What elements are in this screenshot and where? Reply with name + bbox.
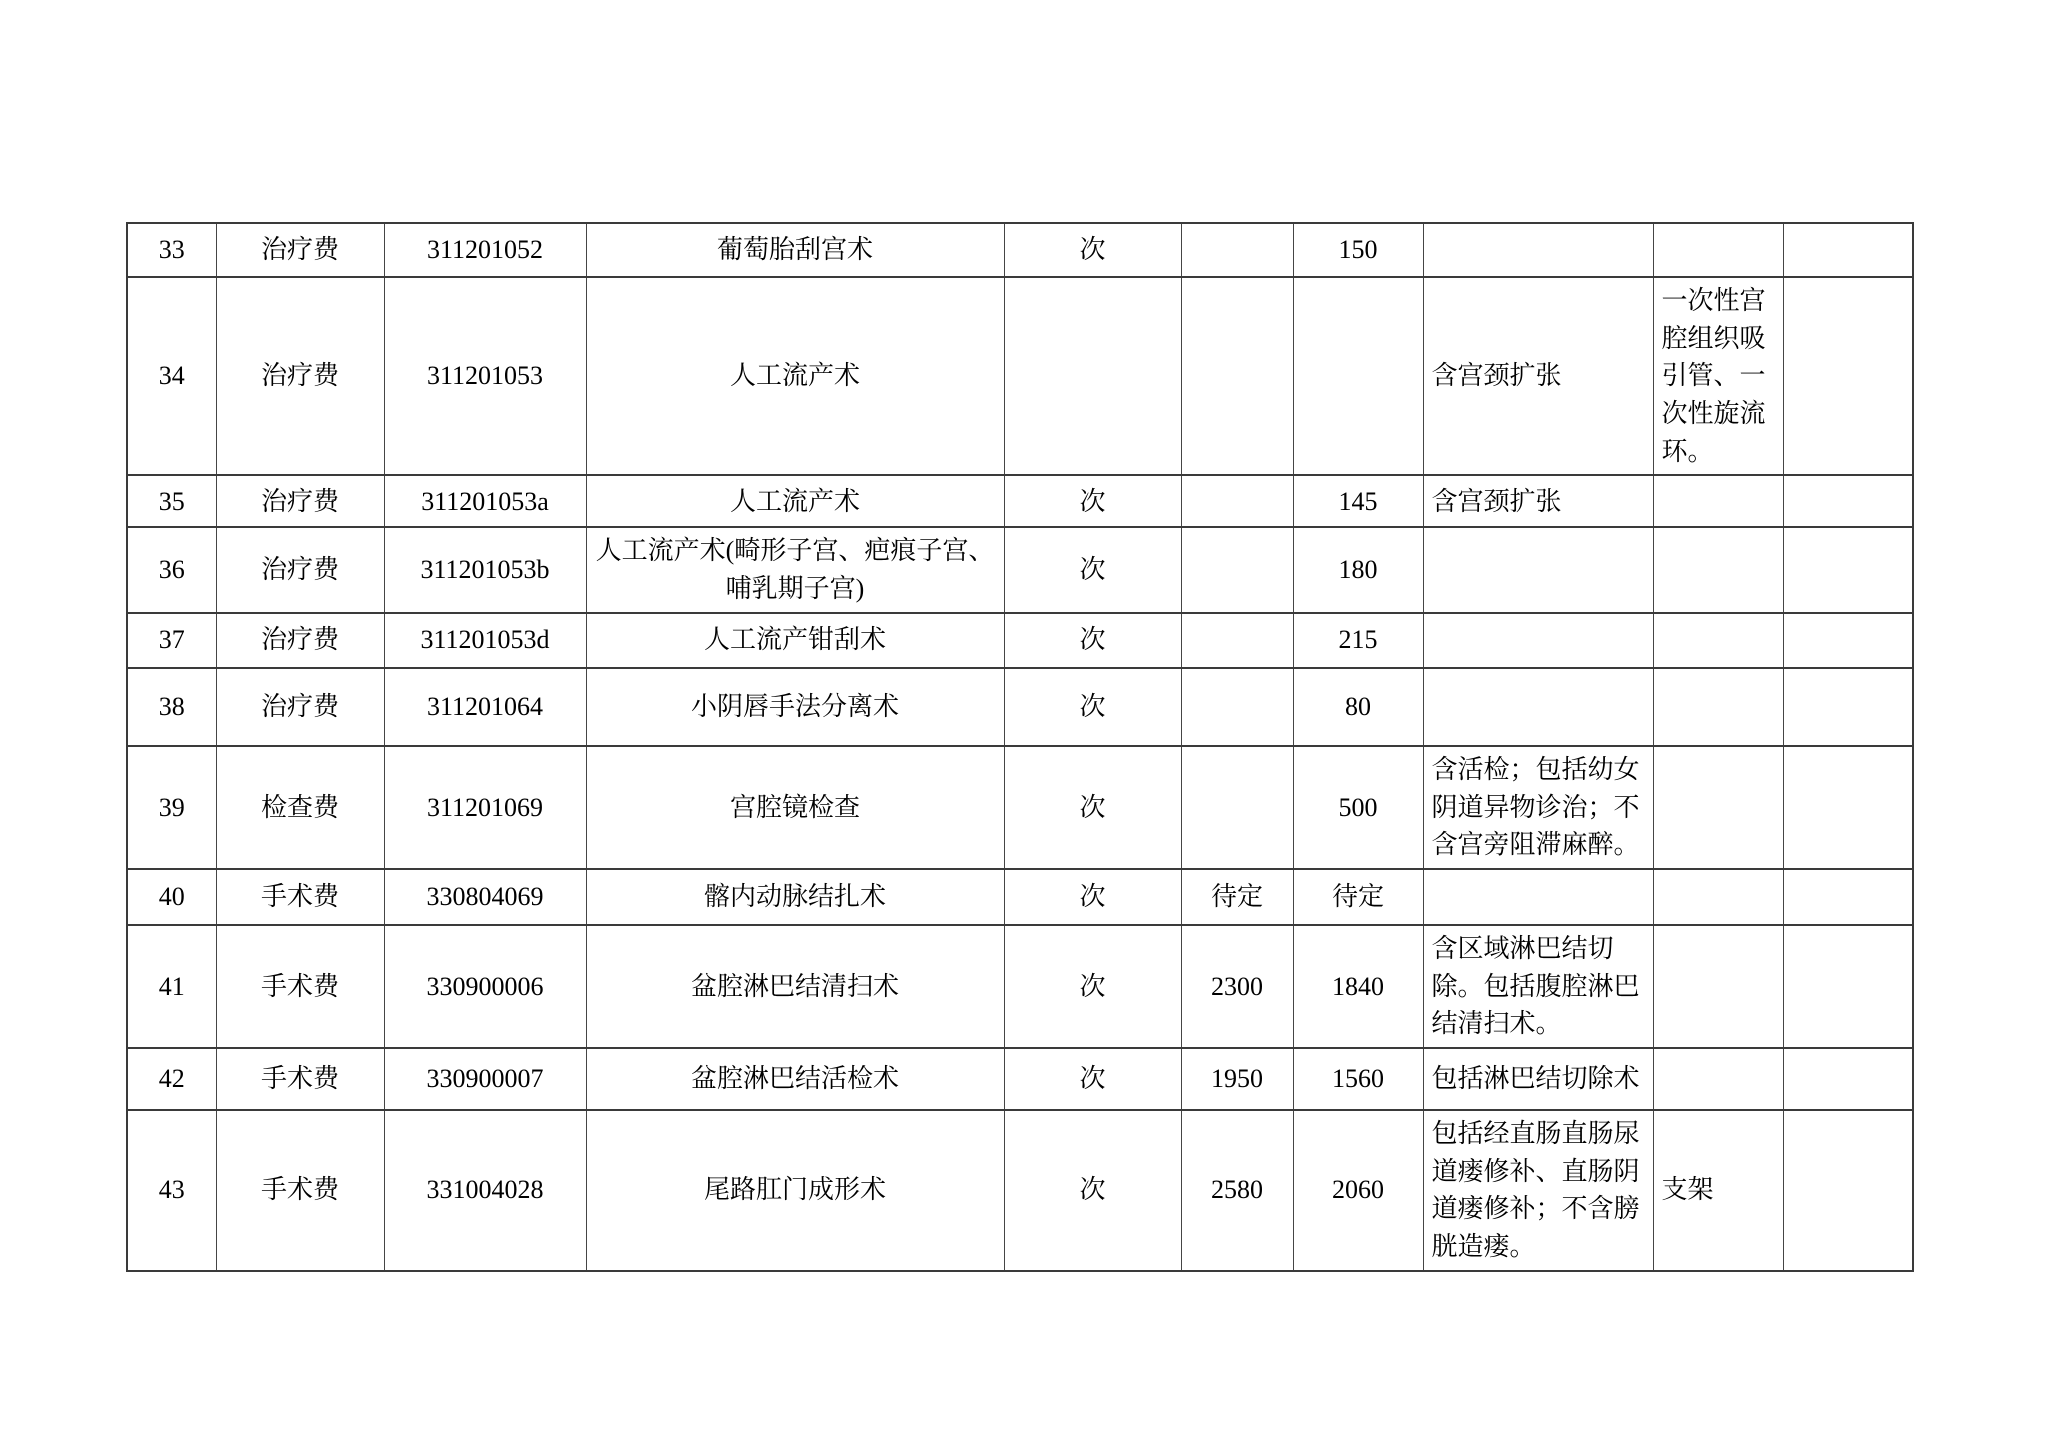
cell-fee-type: 治疗费 (216, 527, 384, 612)
cell-price-tentative: 1950 (1181, 1048, 1293, 1110)
cell-item-name: 尾路肛门成形术 (586, 1110, 1004, 1271)
fee-schedule-table (126, 222, 1914, 1272)
cell-unit: 次 (1004, 746, 1181, 869)
cell-no: 38 (127, 668, 216, 746)
cell-consumables (1653, 613, 1783, 668)
cell-price: 150 (1293, 223, 1423, 277)
cell-item-name: 葡萄胎刮宫术 (586, 223, 1004, 277)
cell-consumables: 支架 (1653, 1110, 1783, 1271)
table-row (127, 475, 1913, 527)
cell-blank (1783, 668, 1913, 746)
cell-blank (1783, 869, 1913, 925)
cell-price-tentative (1181, 613, 1293, 668)
cell-consumables (1653, 475, 1783, 527)
cell-price-tentative: 2580 (1181, 1110, 1293, 1271)
cell-consumables (1653, 668, 1783, 746)
table-row (127, 613, 1913, 668)
cell-price-tentative (1181, 527, 1293, 612)
cell-price-tentative (1181, 223, 1293, 277)
cell-unit: 次 (1004, 613, 1181, 668)
cell-price: 2060 (1293, 1110, 1423, 1271)
cell-no: 39 (127, 746, 216, 869)
cell-no: 35 (127, 475, 216, 527)
cell-blank (1783, 613, 1913, 668)
cell-blank (1783, 746, 1913, 869)
cell-price: 1560 (1293, 1048, 1423, 1110)
cell-item-name: 盆腔淋巴结活检术 (586, 1048, 1004, 1110)
cell-unit (1004, 277, 1181, 475)
cell-unit: 次 (1004, 527, 1181, 612)
cell-code: 311201053a (384, 475, 586, 527)
cell-consumables (1653, 746, 1783, 869)
cell-item-name: 人工流产术 (586, 277, 1004, 475)
cell-note: 包括淋巴结切除术 (1423, 1048, 1653, 1110)
cell-fee-type: 手术费 (216, 1048, 384, 1110)
cell-fee-type: 手术费 (216, 925, 384, 1048)
cell-price: 1840 (1293, 925, 1423, 1048)
cell-no: 34 (127, 277, 216, 475)
cell-unit: 次 (1004, 1110, 1181, 1271)
cell-unit: 次 (1004, 925, 1181, 1048)
table-body (127, 223, 1913, 1271)
cell-item-name: 人工流产术 (586, 475, 1004, 527)
table-row (127, 668, 1913, 746)
table-row (127, 527, 1913, 612)
cell-code: 331004028 (384, 1110, 586, 1271)
table-row (127, 869, 1913, 925)
cell-code: 311201052 (384, 223, 586, 277)
cell-price: 180 (1293, 527, 1423, 612)
cell-no: 41 (127, 925, 216, 1048)
cell-consumables (1653, 223, 1783, 277)
cell-consumables: 一次性宫腔组织吸引管、一次性旋流环。 (1653, 277, 1783, 475)
cell-price-tentative (1181, 475, 1293, 527)
cell-price: 500 (1293, 746, 1423, 869)
table-row (127, 925, 1913, 1048)
cell-note (1423, 527, 1653, 612)
cell-no: 36 (127, 527, 216, 612)
cell-price: 80 (1293, 668, 1423, 746)
cell-blank (1783, 223, 1913, 277)
cell-note: 含宫颈扩张 (1423, 475, 1653, 527)
cell-fee-type: 手术费 (216, 869, 384, 925)
cell-blank (1783, 527, 1913, 612)
cell-note (1423, 223, 1653, 277)
cell-item-name: 髂内动脉结扎术 (586, 869, 1004, 925)
cell-note: 含活检；包括幼女阴道异物诊治；不含宫旁阻滞麻醉。 (1423, 746, 1653, 869)
cell-unit: 次 (1004, 1048, 1181, 1110)
cell-blank (1783, 277, 1913, 475)
cell-item-name: 宫腔镜检查 (586, 746, 1004, 869)
cell-no: 43 (127, 1110, 216, 1271)
cell-price-tentative (1181, 277, 1293, 475)
cell-code: 330900006 (384, 925, 586, 1048)
cell-fee-type: 检查费 (216, 746, 384, 869)
cell-consumables (1653, 1048, 1783, 1110)
cell-blank (1783, 925, 1913, 1048)
cell-price-tentative (1181, 746, 1293, 869)
cell-code: 330804069 (384, 869, 586, 925)
cell-price (1293, 277, 1423, 475)
cell-unit: 次 (1004, 475, 1181, 527)
cell-code: 311201053d (384, 613, 586, 668)
cell-no: 37 (127, 613, 216, 668)
cell-note (1423, 869, 1653, 925)
cell-fee-type: 治疗费 (216, 475, 384, 527)
cell-consumables (1653, 527, 1783, 612)
cell-fee-type: 治疗费 (216, 277, 384, 475)
cell-code: 311201069 (384, 746, 586, 869)
cell-fee-type: 治疗费 (216, 613, 384, 668)
cell-code: 311201064 (384, 668, 586, 746)
cell-fee-type: 治疗费 (216, 668, 384, 746)
table-row (127, 1048, 1913, 1110)
cell-unit: 次 (1004, 223, 1181, 277)
cell-note (1423, 668, 1653, 746)
cell-fee-type: 治疗费 (216, 223, 384, 277)
cell-consumables (1653, 925, 1783, 1048)
table-row (127, 746, 1913, 869)
cell-code: 311201053b (384, 527, 586, 612)
table-row (127, 1110, 1913, 1271)
cell-price: 145 (1293, 475, 1423, 527)
cell-item-name: 人工流产术(畸形子宫、疤痕子宫、哺乳期子宫) (586, 527, 1004, 612)
cell-no: 33 (127, 223, 216, 277)
cell-unit: 次 (1004, 869, 1181, 925)
cell-blank (1783, 475, 1913, 527)
cell-blank (1783, 1048, 1913, 1110)
cell-price-tentative: 2300 (1181, 925, 1293, 1048)
cell-no: 42 (127, 1048, 216, 1110)
cell-code: 330900007 (384, 1048, 586, 1110)
cell-item-name: 人工流产钳刮术 (586, 613, 1004, 668)
cell-code: 311201053 (384, 277, 586, 475)
table-row (127, 277, 1913, 475)
cell-note: 含宫颈扩张 (1423, 277, 1653, 475)
cell-blank (1783, 1110, 1913, 1271)
cell-note (1423, 613, 1653, 668)
cell-item-name: 盆腔淋巴结清扫术 (586, 925, 1004, 1048)
cell-item-name: 小阴唇手法分离术 (586, 668, 1004, 746)
cell-consumables (1653, 869, 1783, 925)
cell-price-tentative: 待定 (1181, 869, 1293, 925)
cell-price: 215 (1293, 613, 1423, 668)
cell-note: 包括经直肠直肠尿道瘘修补、直肠阴道瘘修补；不含膀胱造瘘。 (1423, 1110, 1653, 1271)
cell-unit: 次 (1004, 668, 1181, 746)
cell-fee-type: 手术费 (216, 1110, 384, 1271)
cell-no: 40 (127, 869, 216, 925)
cell-price: 待定 (1293, 869, 1423, 925)
table-row (127, 223, 1913, 277)
cell-note: 含区域淋巴结切除。包括腹腔淋巴结清扫术。 (1423, 925, 1653, 1048)
cell-price-tentative (1181, 668, 1293, 746)
